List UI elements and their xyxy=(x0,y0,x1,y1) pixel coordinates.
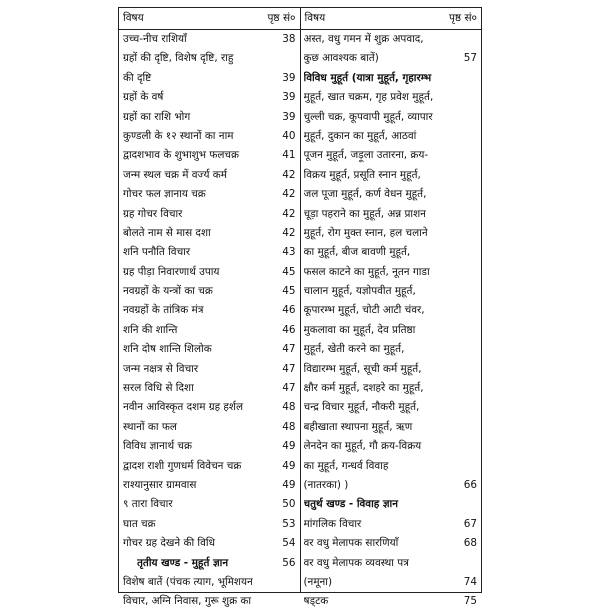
toc-entry-title: उच्च-नीच राशियाँ xyxy=(123,33,187,45)
toc-row xyxy=(119,108,300,127)
toc-entry-title: मुहूर्त, खेती करने का मुहूर्त, xyxy=(303,343,405,356)
toc-row xyxy=(301,340,482,359)
toc-row xyxy=(119,127,300,146)
toc-row xyxy=(119,592,300,611)
toc-row xyxy=(301,301,482,320)
toc-entry-title: पूजन मुहूर्त, जड़ूला उतारना, क्रय- xyxy=(303,149,429,162)
toc-entry-page: 39 xyxy=(282,71,296,84)
toc-entry-title: कुण्डली के १२ स्थानों का नाम xyxy=(123,129,234,142)
toc-entry-title: शनि पनौति विचार xyxy=(123,246,191,259)
toc-entry-title: स्थानों का फल xyxy=(123,420,177,433)
toc-entry-page: 75 xyxy=(463,595,477,608)
toc-entry-title: ९ तारा विचार xyxy=(123,498,173,511)
toc-entry-title: विचार, अग्नि निवास, गुरू शुक्र का xyxy=(123,595,252,608)
toc-row xyxy=(301,573,482,592)
toc-entry-title: चतुर्थ खण्ड - विवाह ज्ञान xyxy=(303,498,399,511)
toc-row xyxy=(301,554,482,573)
toc-row xyxy=(301,49,482,68)
toc-entry-page: 43 xyxy=(282,246,296,259)
toc-row xyxy=(301,205,482,224)
toc-entry-page: 50 xyxy=(282,498,296,511)
toc-entry-title: चुल्ली चक्र, कूपवापी मुहूर्त, व्यापार xyxy=(303,110,433,123)
toc-row xyxy=(301,437,482,456)
toc-entry-title: राश्यानुसार ग्रामवास xyxy=(123,478,197,491)
toc-entry-page: 47 xyxy=(282,362,296,375)
toc-row xyxy=(301,69,482,88)
toc-row xyxy=(301,30,482,49)
toc-row xyxy=(119,515,300,534)
toc-entry-title: बोलते नाम से मास दशा xyxy=(123,226,211,239)
toc-entry-title: मांगलिक विचार xyxy=(303,517,362,530)
toc-entry-title: विविध ज्ञानार्थ चक्र xyxy=(123,440,192,453)
toc-entry-page: 47 xyxy=(282,343,296,356)
toc-row xyxy=(119,457,300,476)
toc-entry-page: 42 xyxy=(282,226,296,239)
toc-row xyxy=(119,88,300,107)
toc-row xyxy=(301,321,482,340)
toc-row xyxy=(301,398,482,417)
toc-row xyxy=(301,360,482,379)
toc-entry-page: 67 xyxy=(463,517,477,530)
toc-row xyxy=(119,243,300,262)
toc-row xyxy=(119,340,300,359)
toc-entry-page: 42 xyxy=(282,207,296,220)
toc-entry-title: फसल काटने का मुहूर्त, नूतन गाडा xyxy=(303,265,430,278)
toc-entry-page: 53 xyxy=(282,517,296,530)
toc-entry-title: चूड़ा पहराने का मुहूर्त, अन्न प्राशन xyxy=(303,207,426,220)
toc-row xyxy=(301,592,482,611)
toc-row xyxy=(119,224,300,243)
toc-entry-title: कुछ आवश्यक बातें) xyxy=(303,52,379,65)
toc-row xyxy=(119,263,300,282)
toc-entry-page: 47 xyxy=(282,382,296,395)
right-rows xyxy=(301,30,482,612)
toc-row xyxy=(301,515,482,534)
toc-entry-page: 39 xyxy=(282,91,296,104)
toc-row xyxy=(119,554,300,573)
toc-row xyxy=(119,301,300,320)
toc-entry-title: तृतीय खण्ड - मुहूर्त ज्ञान xyxy=(137,556,229,569)
toc-entry-title: सरल विधि से दिशा xyxy=(123,382,194,395)
toc-entry-title: जल पूजा मुहूर्त, कर्ण वेधन मुहूर्त, xyxy=(303,188,427,201)
column-header xyxy=(119,8,300,30)
toc-entry-title: शनि की शान्ति xyxy=(123,323,178,336)
toc-entry-title: बहीखाता स्थापना मुहूर्त, ऋण xyxy=(303,420,413,433)
toc-entry-title: विक्रय मुहूर्त, प्रसूति स्नान मुहूर्त, xyxy=(303,168,421,181)
toc-row xyxy=(119,418,300,437)
subject-header: विषय xyxy=(123,12,144,24)
column-header xyxy=(301,8,482,30)
toc-entry-page: 38 xyxy=(282,33,296,45)
toc-entry-title: अस्त, वधु गमन में शुक्र अपवाद, xyxy=(303,33,424,45)
toc-row xyxy=(119,146,300,165)
toc-entry-title: वर वधु मेलापक सारणियाँ xyxy=(303,537,399,550)
toc-row xyxy=(301,127,482,146)
page-header: पृष्ठ सं० xyxy=(448,12,477,24)
toc-entry-title: नवग्रहों के यन्त्रों का चक्र xyxy=(123,285,213,298)
page-header: पृष्ठ सं० xyxy=(267,12,296,24)
toc-row xyxy=(119,321,300,340)
toc-entry-title: ग्रह गोचर विचार xyxy=(123,207,183,220)
toc-entry-page: 46 xyxy=(282,304,296,317)
toc-entry-page: 42 xyxy=(282,188,296,201)
toc-row xyxy=(301,263,482,282)
toc-entry-title: का मुहूर्त, बीज बावणी मुहूर्त, xyxy=(303,246,411,259)
toc-entry-title: द्वादश राशी गुणधर्म विवेचन चक्र xyxy=(123,459,242,472)
toc-row xyxy=(119,205,300,224)
toc-row xyxy=(301,146,482,165)
left-column xyxy=(119,8,301,608)
toc-row xyxy=(301,457,482,476)
left-rows xyxy=(119,30,300,612)
toc-row xyxy=(119,360,300,379)
toc-entry-page: 48 xyxy=(282,401,296,414)
toc-entry-page: 45 xyxy=(282,285,296,298)
toc-entry-title: मुहूर्त, रोग मुक्त स्नान, हल चलाने xyxy=(303,226,428,239)
toc-entry-title: मुहूर्त, खात चक्रम, गृह प्रवेश मुहूर्त, xyxy=(303,91,434,104)
toc-entry-title: विशेष बातें (पंचक त्याग, भूमिशयन xyxy=(123,575,253,588)
toc-entry-page: 41 xyxy=(282,149,296,162)
toc-entry-page: 46 xyxy=(282,323,296,336)
toc-row xyxy=(119,573,300,592)
toc-entry-title: चालान मुहूर्त, यज्ञोपवीत मुहूर्त, xyxy=(303,285,416,298)
toc-row xyxy=(119,49,300,68)
toc-entry-page: 49 xyxy=(282,459,296,472)
toc-entry-title: जन्म नक्षत्र से विचार xyxy=(123,362,199,375)
right-column xyxy=(301,8,482,608)
toc-entry-title: का मुहूर्त, गन्धर्व विवाह xyxy=(303,459,389,472)
toc-entry-title: (नातरका) ) xyxy=(303,478,349,491)
toc-entry-page: 68 xyxy=(463,537,477,550)
toc-row xyxy=(119,534,300,553)
table-of-contents xyxy=(118,7,482,608)
toc-row xyxy=(301,108,482,127)
toc-entry-page: 42 xyxy=(282,168,296,181)
toc-row xyxy=(301,282,482,301)
toc-entry-page: 39 xyxy=(282,110,296,123)
toc-entry-title: ग्रहों का राशि भोग xyxy=(123,110,191,123)
toc-entry-page: 48 xyxy=(282,420,296,433)
toc-entry-title: विविध मुहूर्त (यात्रा मुहूर्त, गृहारम्भ xyxy=(303,71,432,84)
toc-entry-page: 54 xyxy=(282,537,296,550)
toc-entry-title: ग्रहों के वर्ष xyxy=(123,91,164,104)
toc-row xyxy=(119,476,300,495)
toc-row xyxy=(301,495,482,514)
toc-row xyxy=(301,185,482,204)
toc-entry-title: गोचर ग्रह देखने की विधि xyxy=(123,537,215,550)
toc-entry-title: ग्रहों की दृष्टि, विशेष दृष्टि, राहु xyxy=(123,52,234,65)
toc-entry-title: मुहूर्त, दुकान का मुहूर्त, आठवां xyxy=(303,129,417,142)
toc-row xyxy=(301,379,482,398)
toc-entry-title: विद्यारम्भ मुहूर्त, सूची कर्म मुहूर्त, xyxy=(303,362,422,375)
toc-row xyxy=(301,224,482,243)
toc-entry-title: वर वधु मेलापक व्यवस्था पत्र xyxy=(303,556,409,569)
toc-entry-title: लेनदेन का मुहूर्त, गौ क्रय-विक्रय xyxy=(303,440,422,453)
toc-entry-page: 49 xyxy=(282,478,296,491)
toc-entry-title: द्वादशभाव के शुभाशुभ फलचक्र xyxy=(123,149,239,162)
toc-row xyxy=(119,69,300,88)
toc-entry-page: 57 xyxy=(463,52,477,65)
toc-row xyxy=(301,534,482,553)
toc-entry-title: कूपारम्भ मुहूर्त, चोटी आटी चंवर, xyxy=(303,304,425,317)
toc-entry-title: चन्द्र विचार मुहूर्त, नौकरी मुहूर्त, xyxy=(303,401,420,414)
toc-row xyxy=(301,166,482,185)
toc-entry-page: 45 xyxy=(282,265,296,278)
toc-entry-title: ग्रह पीड़ा निवारणार्थ उपाय xyxy=(123,265,220,278)
toc-row xyxy=(119,282,300,301)
toc-row xyxy=(119,166,300,185)
toc-entry-title: शनि दोष शान्ति शिलोक xyxy=(123,343,212,356)
toc-entry-page: 56 xyxy=(282,556,296,569)
toc-row xyxy=(301,418,482,437)
toc-row xyxy=(119,437,300,456)
toc-row xyxy=(301,476,482,495)
toc-entry-title: मुकलावा का मुहूर्त, देव प्रतिष्ठा xyxy=(303,323,416,336)
toc-entry-page: 40 xyxy=(282,129,296,142)
toc-entry-title: जन्म स्थल चक्र में वर्ज्य कर्म xyxy=(123,168,227,181)
toc-entry-title: क्षौर कर्म मुहूर्त, दशहरे का मुहूर्त, xyxy=(303,382,424,395)
toc-row xyxy=(119,398,300,417)
toc-entry-title: की दृष्टि xyxy=(123,71,152,84)
toc-entry-page: 49 xyxy=(282,440,296,453)
toc-row xyxy=(119,379,300,398)
toc-row xyxy=(119,185,300,204)
toc-entry-page: 66 xyxy=(463,478,477,491)
toc-entry-title: गोचर फल ज्ञानाय चक्र xyxy=(123,188,206,201)
toc-entry-title: नवग्रहों के तांत्रिक मंत्र xyxy=(123,304,204,317)
toc-row xyxy=(119,495,300,514)
toc-entry-title: घात चक्र xyxy=(123,517,156,530)
toc-row xyxy=(119,30,300,49)
toc-row xyxy=(301,243,482,262)
subject-header: विषय xyxy=(304,12,326,24)
toc-entry-title: (नमूना) xyxy=(303,575,333,588)
toc-row xyxy=(301,88,482,107)
toc-entry-title: षड्टक xyxy=(303,595,329,608)
toc-entry-page: 74 xyxy=(463,575,477,588)
toc-entry-title: नवीन आविस्कृत दशम ग्रह हर्शल xyxy=(123,401,244,414)
